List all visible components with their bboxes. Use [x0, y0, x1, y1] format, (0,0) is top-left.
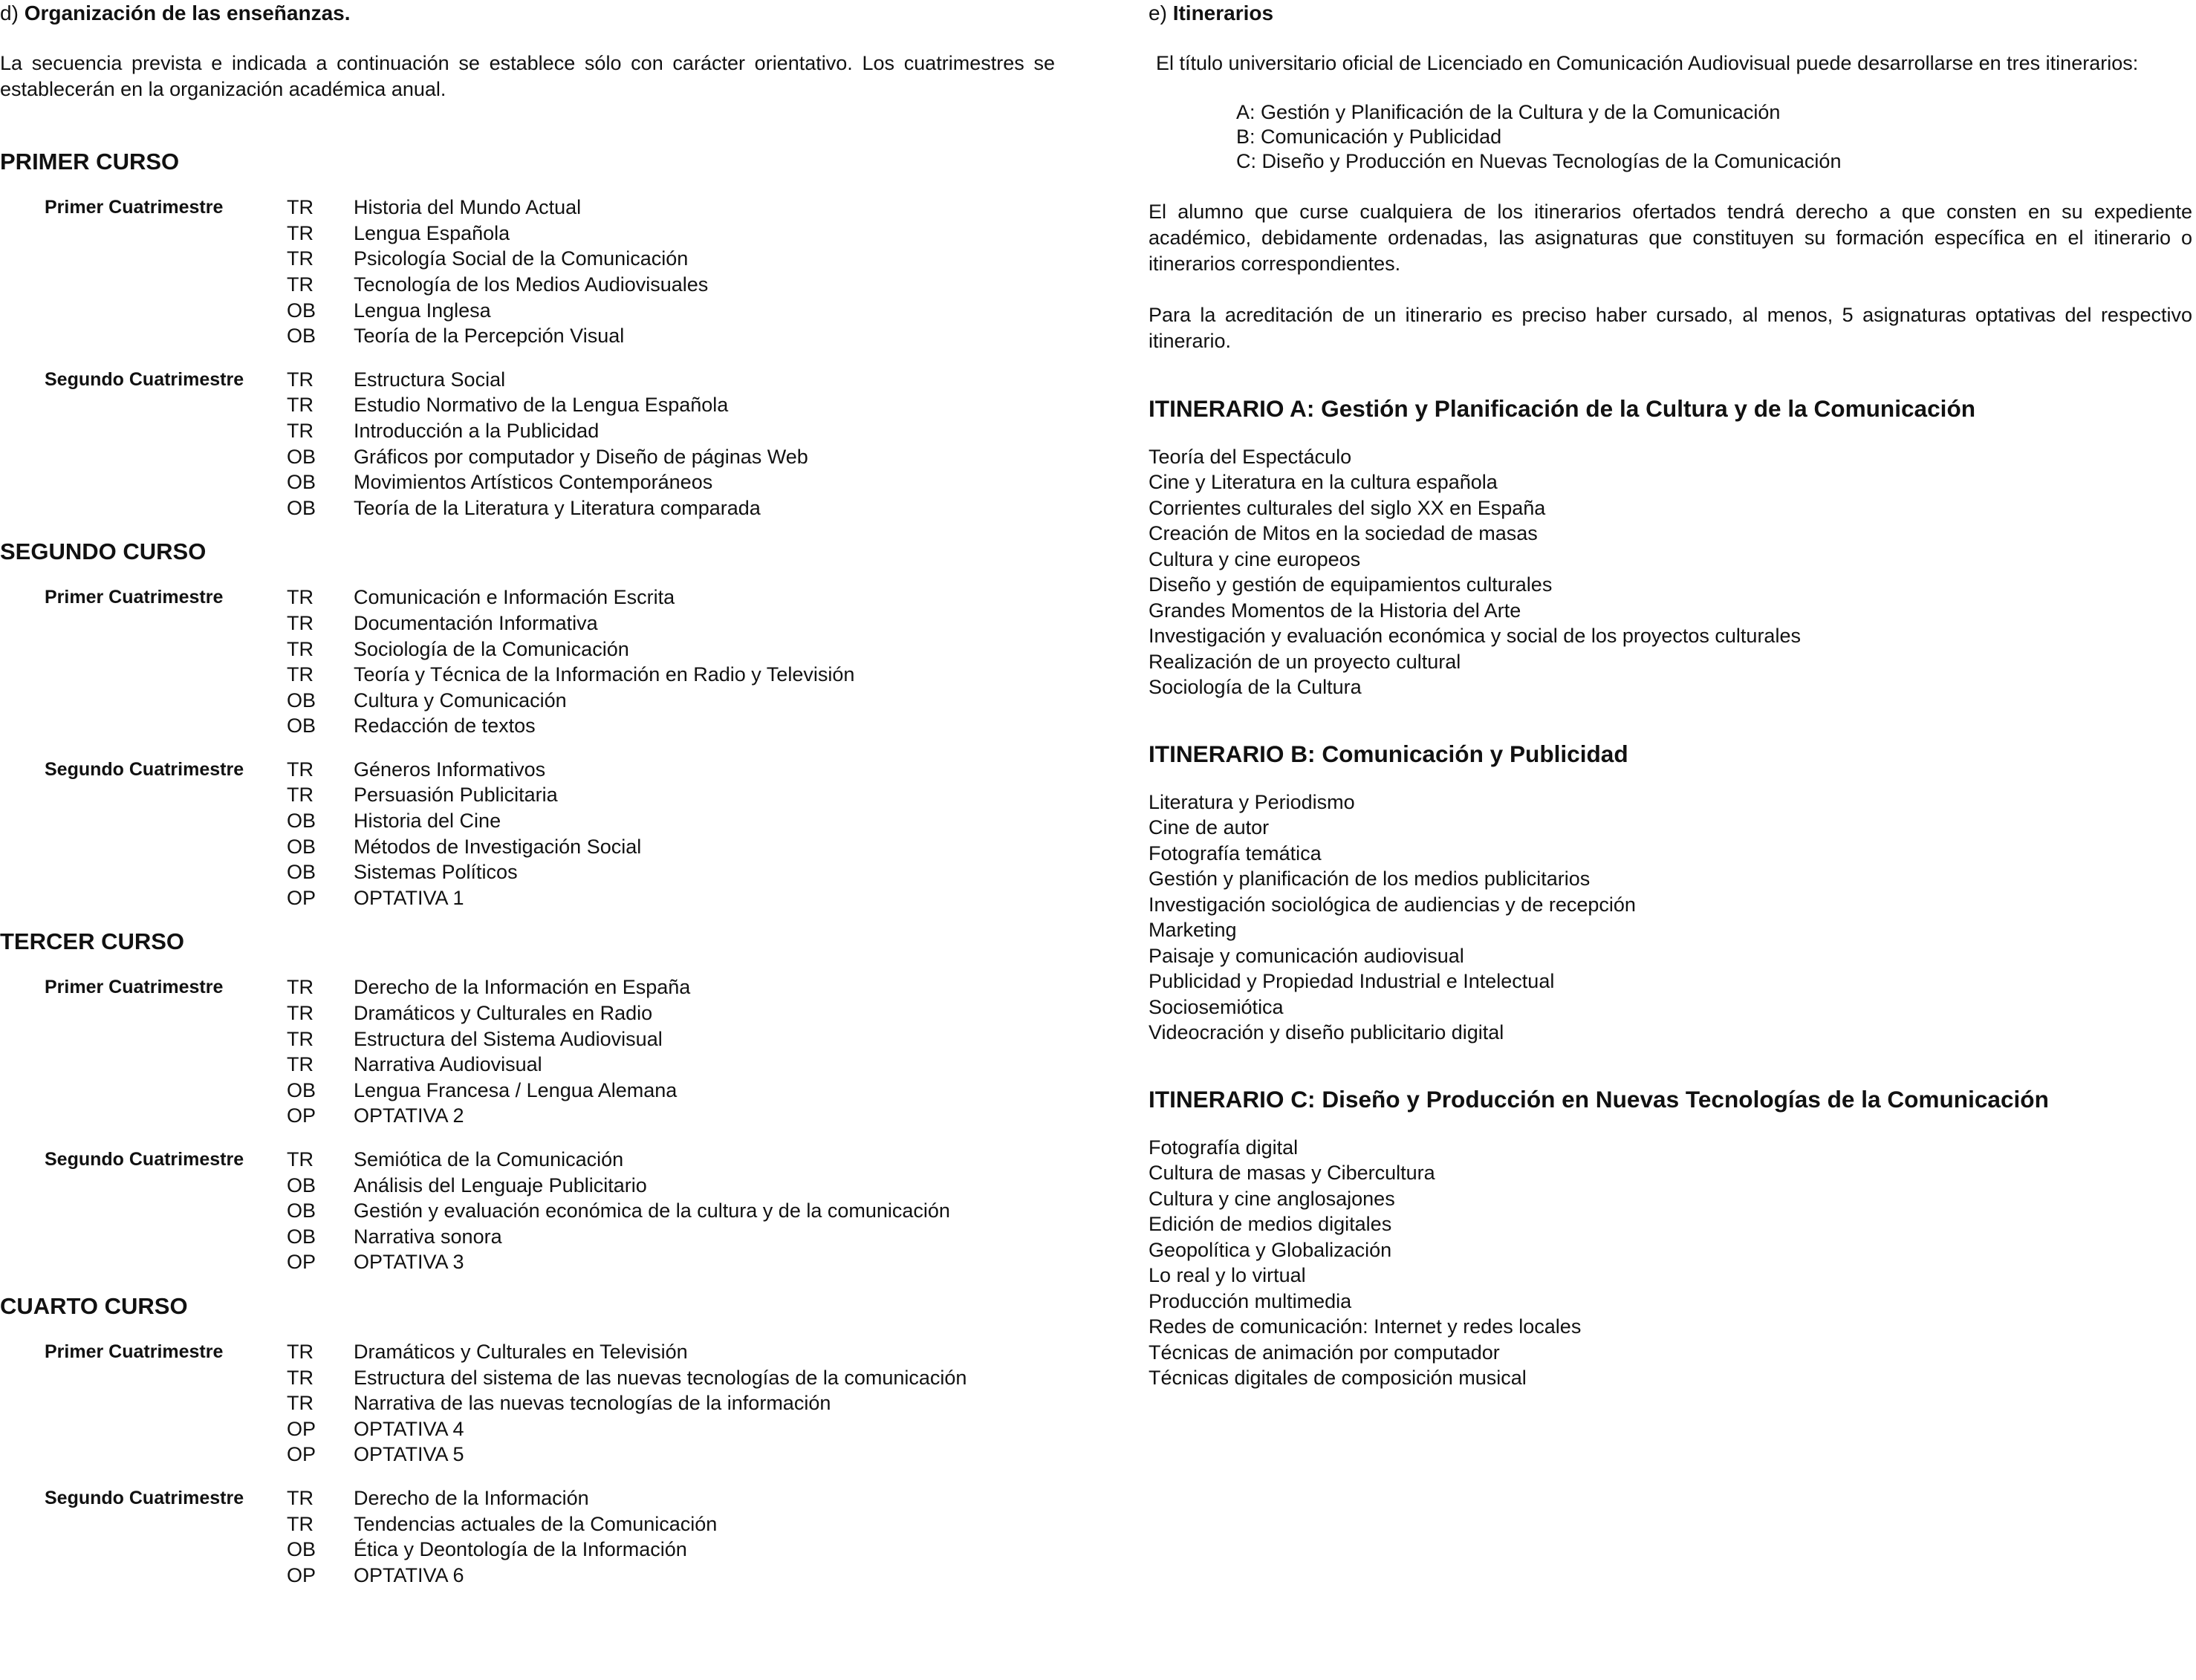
- subject-type-code: OB: [287, 445, 316, 468]
- itinerario-course: Diseño y gestión de equipamientos culturales: [1149, 573, 1553, 596]
- curso-title: TERCER CURSO: [0, 928, 185, 955]
- subject-row: [287, 1416, 1055, 1442]
- subject-name: OPTATIVA 6: [354, 1563, 464, 1586]
- subject-name: Narrativa Audiovisual: [354, 1053, 542, 1076]
- subject-type-code: TR: [287, 586, 314, 609]
- itinerary-option: B: Comunicación y Publicidad: [1236, 126, 1502, 149]
- subject-name: Gráficos por computador y Diseño de páginas Web: [354, 445, 808, 468]
- section-e-heading: [1149, 0, 2192, 27]
- itinerario-title: ITINERARIO B: Comunicación y Publicidad: [1149, 740, 1628, 767]
- cuatrimestre-block: [0, 974, 1055, 1129]
- subject-name: Historia del Mundo Actual: [354, 196, 582, 219]
- cuatrimestre-label: Primer Cuatrimestre: [45, 1341, 224, 1362]
- subject-row: [287, 469, 1055, 495]
- subject-type-code: OB: [287, 325, 316, 348]
- subject-name: Gestión y evaluación económica de la cultura y de la comunicación: [354, 1199, 950, 1222]
- subject-row: [287, 1103, 1055, 1129]
- subject-list: [287, 1485, 1055, 1588]
- subject-type-code: OB: [287, 1225, 316, 1248]
- itinerario-course: Fotografía temática: [1149, 841, 1322, 865]
- cuatrimestre-block: [0, 195, 1055, 349]
- subject-type-code: TR: [287, 196, 314, 219]
- subject-row: [287, 1563, 1055, 1589]
- subject-row: [287, 1339, 1055, 1365]
- subject-name: Derecho de la Información en España: [354, 976, 691, 999]
- cuatrimestre-block: [0, 1147, 1055, 1275]
- subject-row: [287, 246, 1055, 272]
- itinerario-course: Geopolítica y Globalización: [1149, 1238, 1392, 1261]
- itinerario-course: Paisaje y comunicación audiovisual: [1149, 944, 1464, 967]
- subject-type-code: TR: [287, 637, 314, 660]
- section-d-heading: [0, 0, 1055, 27]
- subject-name: Comunicación e Información Escrita: [354, 586, 675, 609]
- itinerario-course: Producción multimedia: [1149, 1289, 1352, 1312]
- subject-row: [287, 1485, 1055, 1511]
- itinerario-block: [1149, 1086, 2192, 1391]
- subject-type-code: TR: [287, 1053, 314, 1076]
- subject-type-code: OB: [287, 1173, 316, 1196]
- itinerario-course: Gestión y planificación de los medios publicitarios: [1149, 867, 1591, 891]
- cuatrimestre-label: Segundo Cuatrimestre: [45, 1149, 244, 1170]
- subject-type-code: TR: [287, 1027, 314, 1050]
- subject-type-code: OP: [287, 1251, 316, 1274]
- subject-row: [287, 611, 1055, 636]
- itinerario-block: [1149, 740, 2192, 1046]
- subject-list: [287, 757, 1055, 911]
- subject-row: [287, 1390, 1055, 1416]
- subject-row: [287, 662, 1055, 688]
- subject-list: [287, 974, 1055, 1129]
- curso-section: [0, 927, 1055, 1275]
- subject-row: [287, 323, 1055, 349]
- subject-name: Sistemas Políticos: [354, 861, 518, 884]
- itinerary-option: C: Diseño y Producción en Nuevas Tecnologías de la Comunicación: [1236, 150, 1842, 173]
- subject-name: Estructura Social: [354, 368, 506, 391]
- subject-row: [287, 1249, 1055, 1275]
- subject-name: Lengua Francesa / Lengua Alemana: [354, 1078, 678, 1101]
- subject-row: [287, 974, 1055, 1000]
- subject-type-code: TR: [287, 221, 314, 244]
- subject-name: Psicología Social de la Comunicación: [354, 247, 689, 270]
- itinerario-block: [1149, 395, 2192, 700]
- subject-type-code: TR: [287, 419, 314, 442]
- subject-type-code: TR: [287, 1340, 314, 1363]
- subject-row: [287, 367, 1055, 393]
- subject-row: [287, 1537, 1055, 1563]
- itinerario-title: ITINERARIO C: Diseño y Producción en Nuevas Tecnologías de la Comunicación: [1149, 1085, 2049, 1113]
- itinerario-course: Teoría del Espectáculo: [1149, 445, 1352, 468]
- subject-type-code: OP: [287, 886, 316, 909]
- subject-type-code: TR: [287, 1512, 314, 1535]
- subject-type-code: OB: [287, 299, 316, 322]
- cuatrimestre-block: [0, 367, 1055, 521]
- curso-title: CUARTO CURSO: [0, 1292, 188, 1319]
- section-e-prefix: e): [1149, 1, 1167, 25]
- subject-type-code: TR: [287, 247, 314, 270]
- cuatrimestre-block: [0, 757, 1055, 911]
- curso-section: [0, 537, 1055, 911]
- itinerario-course: Cultura de masas y Cibercultura: [1149, 1162, 1435, 1185]
- subject-row: [287, 885, 1055, 911]
- itinerario-course: Videocración y diseño publicitario digital: [1149, 1021, 1504, 1044]
- subject-type-code: TR: [287, 1148, 314, 1171]
- cuatrimestre-label: Primer Cuatrimestre: [45, 197, 224, 218]
- subject-row: [287, 636, 1055, 662]
- subject-name: Movimientos Artísticos Contemporáneos: [354, 471, 713, 494]
- subject-row: [287, 1000, 1055, 1026]
- cursos-list: [0, 147, 1055, 1588]
- subject-row: [287, 1052, 1055, 1078]
- subject-type-code: OP: [287, 1104, 316, 1127]
- subject-type-code: TR: [287, 273, 314, 296]
- subject-type-code: TR: [287, 1002, 314, 1025]
- subject-type-code: OP: [287, 1417, 316, 1440]
- itinerario-course: Fotografía digital: [1149, 1136, 1299, 1159]
- subject-name: OPTATIVA 2: [354, 1104, 464, 1127]
- right-column: [1149, 0, 2192, 1391]
- cuatrimestre-label: Primer Cuatrimestre: [45, 587, 224, 608]
- itinerario-course-list: [1149, 444, 2192, 700]
- subject-name: Teoría de la Literatura y Literatura comparada: [354, 496, 761, 519]
- subject-name: Semiótica de la Comunicación: [354, 1148, 624, 1171]
- subject-type-code: TR: [287, 976, 314, 999]
- subject-row: [287, 1147, 1055, 1173]
- itinerario-title: ITINERARIO A: Gestión y Planificación de la Cultura y de la Comunicación: [1149, 394, 1976, 422]
- itinerario-course: Investigación sociológica de audiencias y de recepción: [1149, 893, 1636, 916]
- section-d-intro: La secuencia prevista e indicada a continuación se establece sólo con carácter orientativo. Los cuatrimestres se establecerán en la organización académica anual.: [0, 52, 1055, 101]
- subject-type-code: TR: [287, 758, 314, 781]
- subject-name: OPTATIVA 1: [354, 886, 464, 909]
- section-d-prefix: d): [0, 1, 19, 25]
- subject-name: Sociología de la Comunicación: [354, 637, 629, 660]
- subject-name: OPTATIVA 5: [354, 1443, 464, 1466]
- itinerario-course: Marketing: [1149, 919, 1237, 942]
- subject-name: Redacción de textos: [354, 714, 536, 738]
- curso-section: [0, 147, 1055, 521]
- subject-type-code: OB: [287, 714, 316, 738]
- subject-name: Tendencias actuales de la Comunicación: [354, 1512, 718, 1535]
- subject-name: Lengua Española: [354, 221, 510, 244]
- subject-row: [287, 1224, 1055, 1250]
- curso-section: [0, 1292, 1055, 1588]
- subject-row: [287, 808, 1055, 834]
- subject-type-code: OB: [287, 1078, 316, 1101]
- subject-type-code: OP: [287, 1443, 316, 1466]
- subject-type-code: OB: [287, 496, 316, 519]
- itinerario-course: Lo real y lo virtual: [1149, 1264, 1306, 1287]
- subject-type-code: OB: [287, 471, 316, 494]
- para-derecho: El alumno que curse cualquiera de los itinerarios ofertados tendrá derecho a que consten en su expediente académico, debidamente ordenadas, las asignaturas que constituyen su formación específica en el itinerario o itinerarios correspondientes.: [1149, 201, 2192, 276]
- subject-row: [287, 392, 1055, 418]
- subject-row: [287, 585, 1055, 611]
- subject-name: Estructura del sistema de las nuevas tecnologías de la comunicación: [354, 1366, 967, 1389]
- itinerario-course: Cine y Literatura en la cultura española: [1149, 471, 1498, 494]
- itinerario-course: Técnicas digitales de composición musical: [1149, 1367, 1527, 1390]
- itinerario-course: Investigación y evaluación económica y social de los proyectos culturales: [1149, 625, 1801, 648]
- curso-title: PRIMER CURSO: [0, 149, 180, 175]
- subject-list: [287, 585, 1055, 739]
- subject-row: [287, 1026, 1055, 1052]
- itinerario-course: Grandes Momentos de la Historia del Arte: [1149, 599, 1521, 622]
- subject-name: Persuasión Publicitaria: [354, 784, 558, 807]
- subject-name: Dramáticos y Culturales en Radio: [354, 1002, 653, 1025]
- subject-row: [287, 1173, 1055, 1199]
- subject-row: [287, 713, 1055, 739]
- subject-row: [287, 221, 1055, 247]
- subject-name: Teoría y Técnica de la Información en Radio y Televisión: [354, 663, 855, 686]
- itinerario-course-list: [1149, 789, 2192, 1046]
- cuatrimestre-label: Segundo Cuatrimestre: [45, 368, 244, 390]
- cuatrimestre-label: Primer Cuatrimestre: [45, 977, 224, 998]
- subject-type-code: OB: [287, 861, 316, 884]
- itinerary-options-list: [1149, 100, 2192, 174]
- itinerario-course: Redes de comunicación: Internet y redes locales: [1149, 1315, 1582, 1338]
- subject-list: [287, 1147, 1055, 1275]
- subject-type-code: TR: [287, 611, 314, 634]
- subject-type-code: OB: [287, 835, 316, 858]
- itinerary-option: A: Gestión y Planificación de la Cultura y de la Comunicación: [1236, 101, 1781, 124]
- subject-name: Introducción a la Publicidad: [354, 419, 600, 442]
- itinerario-course: Realización de un proyecto cultural: [1149, 650, 1461, 673]
- subject-type-code: TR: [287, 1486, 314, 1509]
- subject-row: [287, 1511, 1055, 1537]
- subject-list: [287, 367, 1055, 521]
- subject-row: [287, 688, 1055, 714]
- subject-row: [287, 1198, 1055, 1224]
- section-e-intro: El título universitario oficial de Licenciado en Comunicación Audiovisual puede desarrollarse en tres itinerarios:: [1156, 52, 2139, 74]
- cuatrimestre-block: [0, 585, 1055, 739]
- subject-name: Géneros Informativos: [354, 758, 546, 781]
- subject-name: Dramáticos y Culturales en Televisión: [354, 1340, 688, 1363]
- itinerario-course: Publicidad y Propiedad Industrial e Intelectual: [1149, 970, 1555, 993]
- subject-type-code: TR: [287, 394, 314, 417]
- subject-row: [287, 1078, 1055, 1104]
- subject-type-code: TR: [287, 1366, 314, 1389]
- subject-name: Derecho de la Información: [354, 1486, 589, 1509]
- subject-name: Estudio Normativo de la Lengua Española: [354, 394, 729, 417]
- section-e-title: Itinerarios: [1172, 1, 1274, 25]
- cuatrimestre-label: Segundo Cuatrimestre: [45, 758, 244, 780]
- curso-title: SEGUNDO CURSO: [0, 538, 207, 565]
- itinerario-course: Creación de Mitos en la sociedad de masas: [1149, 522, 1538, 545]
- subject-row: [287, 1365, 1055, 1391]
- subject-row: [287, 298, 1055, 324]
- itinerarios-list: [1149, 395, 2192, 1391]
- left-column: [0, 0, 1055, 1588]
- itinerario-course: Cine de autor: [1149, 816, 1270, 839]
- subject-name: Cultura y Comunicación: [354, 688, 567, 712]
- itinerario-course: Literatura y Periodismo: [1149, 790, 1355, 813]
- subject-name: Tecnología de los Medios Audiovisuales: [354, 273, 709, 296]
- subject-row: [287, 1442, 1055, 1468]
- subject-row: [287, 195, 1055, 221]
- subject-type-code: OP: [287, 1563, 316, 1586]
- subject-name: OPTATIVA 4: [354, 1417, 464, 1440]
- subject-name: OPTATIVA 3: [354, 1251, 464, 1274]
- subject-row: [287, 859, 1055, 885]
- subject-row: [287, 495, 1055, 521]
- section-d-title: Organización de las enseñanzas.: [24, 1, 351, 25]
- subject-list: [287, 1339, 1055, 1468]
- subject-name: Narrativa de las nuevas tecnologías de la información: [354, 1392, 831, 1415]
- subject-row: [287, 272, 1055, 298]
- itinerario-course: Técnicas de animación por computador: [1149, 1341, 1500, 1364]
- itinerario-course: Sociología de la Cultura: [1149, 676, 1362, 699]
- subject-row: [287, 418, 1055, 444]
- subject-name: Historia del Cine: [354, 810, 501, 833]
- subject-name: Ética y Deontología de la Información: [354, 1538, 687, 1561]
- subject-type-code: OB: [287, 1199, 316, 1222]
- subject-type-code: OB: [287, 688, 316, 712]
- subject-name: Estructura del Sistema Audiovisual: [354, 1027, 663, 1050]
- subject-type-code: OB: [287, 1538, 316, 1561]
- subject-name: Métodos de Investigación Social: [354, 835, 642, 858]
- itinerario-course-list: [1149, 1135, 2192, 1391]
- subject-list: [287, 195, 1055, 349]
- subject-row: [287, 444, 1055, 470]
- itinerario-course: Edición de medios digitales: [1149, 1213, 1392, 1236]
- subject-type-code: TR: [287, 784, 314, 807]
- subject-name: Narrativa sonora: [354, 1225, 502, 1248]
- subject-type-code: TR: [287, 368, 314, 391]
- itinerario-course: Sociosemiótica: [1149, 995, 1284, 1018]
- subject-row: [287, 834, 1055, 860]
- subject-name: Teoría de la Percepción Visual: [354, 325, 625, 348]
- subject-type-code: TR: [287, 1392, 314, 1415]
- subject-row: [287, 757, 1055, 783]
- subject-name: Documentación Informativa: [354, 611, 598, 634]
- itinerario-course: Corrientes culturales del siglo XX en España: [1149, 496, 1546, 519]
- subject-type-code: OB: [287, 810, 316, 833]
- cuatrimestre-block: [0, 1339, 1055, 1468]
- cuatrimestre-block: [0, 1485, 1055, 1588]
- itinerario-course: Cultura y cine europeos: [1149, 547, 1361, 570]
- subject-type-code: TR: [287, 663, 314, 686]
- subject-row: [287, 782, 1055, 808]
- itinerario-course: Cultura y cine anglosajones: [1149, 1187, 1395, 1210]
- para-acreditacion: Para la acreditación de un itinerario es preciso haber cursado, al menos, 5 asignaturas optativas del respectivo itinerario.: [1149, 304, 2192, 353]
- subject-name: Análisis del Lenguaje Publicitario: [354, 1173, 647, 1196]
- subject-name: Lengua Inglesa: [354, 299, 491, 322]
- cuatrimestre-label: Segundo Cuatrimestre: [45, 1487, 244, 1508]
